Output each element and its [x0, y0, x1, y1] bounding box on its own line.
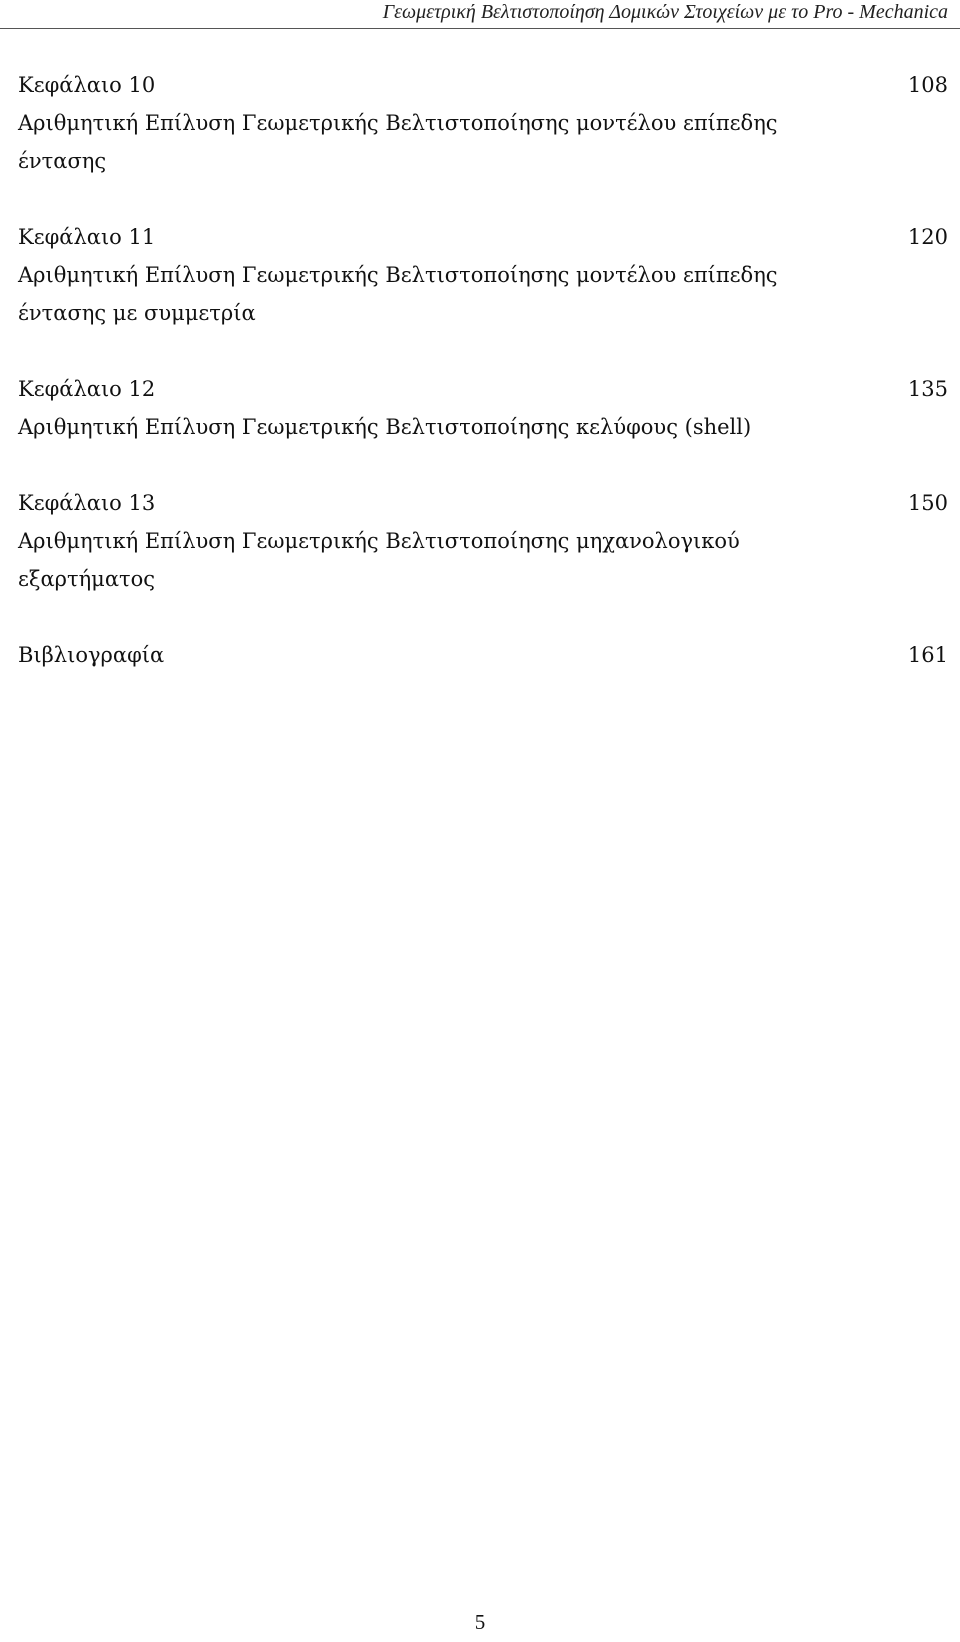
toc-page-number: 150	[907, 491, 948, 515]
toc-chapter-label: Κεφάλαιο 11	[18, 225, 156, 249]
toc-entry-chapter-10	[18, 66, 948, 180]
toc-entry-chapter-12	[18, 370, 948, 446]
toc-chapter-label: Κεφάλαιο 13	[18, 491, 156, 515]
header-rule	[0, 28, 960, 29]
toc-page-number: 161	[907, 643, 948, 667]
toc-entry-chapter-13	[18, 484, 948, 598]
toc-entry-bibliography	[18, 636, 948, 674]
toc-chapter-label: Κεφάλαιο 10	[18, 73, 156, 97]
toc-chapter-title: Αριθμητική Επίλυση Γεωμετρικής Βελτιστοποίησης κελύφους (shell)	[18, 415, 752, 439]
toc-entry-chapter-11	[18, 218, 948, 332]
toc-chapter-title: Αριθμητική Επίλυση Γεωμετρικής Βελτιστοποίησης μοντέλου επίπεδης έντασης	[18, 111, 778, 173]
running-header: Γεωμετρική Βελτιστοποίηση Δομικών Στοιχείων με το Pro - Mechanica	[382, 1, 948, 23]
page-number: 5	[474, 1610, 486, 1634]
toc-page-number: 135	[907, 377, 948, 401]
toc-page-number: 108	[907, 73, 948, 97]
toc-chapter-label: Κεφάλαιο 12	[18, 377, 156, 401]
table-of-contents	[18, 66, 948, 674]
toc-page-number: 120	[907, 225, 948, 249]
toc-chapter-title: Αριθμητική Επίλυση Γεωμετρικής Βελτιστοποίησης μοντέλου επίπεδης έντασης με συμμετρία	[18, 263, 778, 325]
toc-chapter-title: Αριθμητική Επίλυση Γεωμετρικής Βελτιστοποίησης μηχανολογικού εξαρτήματος	[18, 529, 740, 591]
toc-bibliography-label: Βιβλιογραφία	[18, 643, 165, 667]
